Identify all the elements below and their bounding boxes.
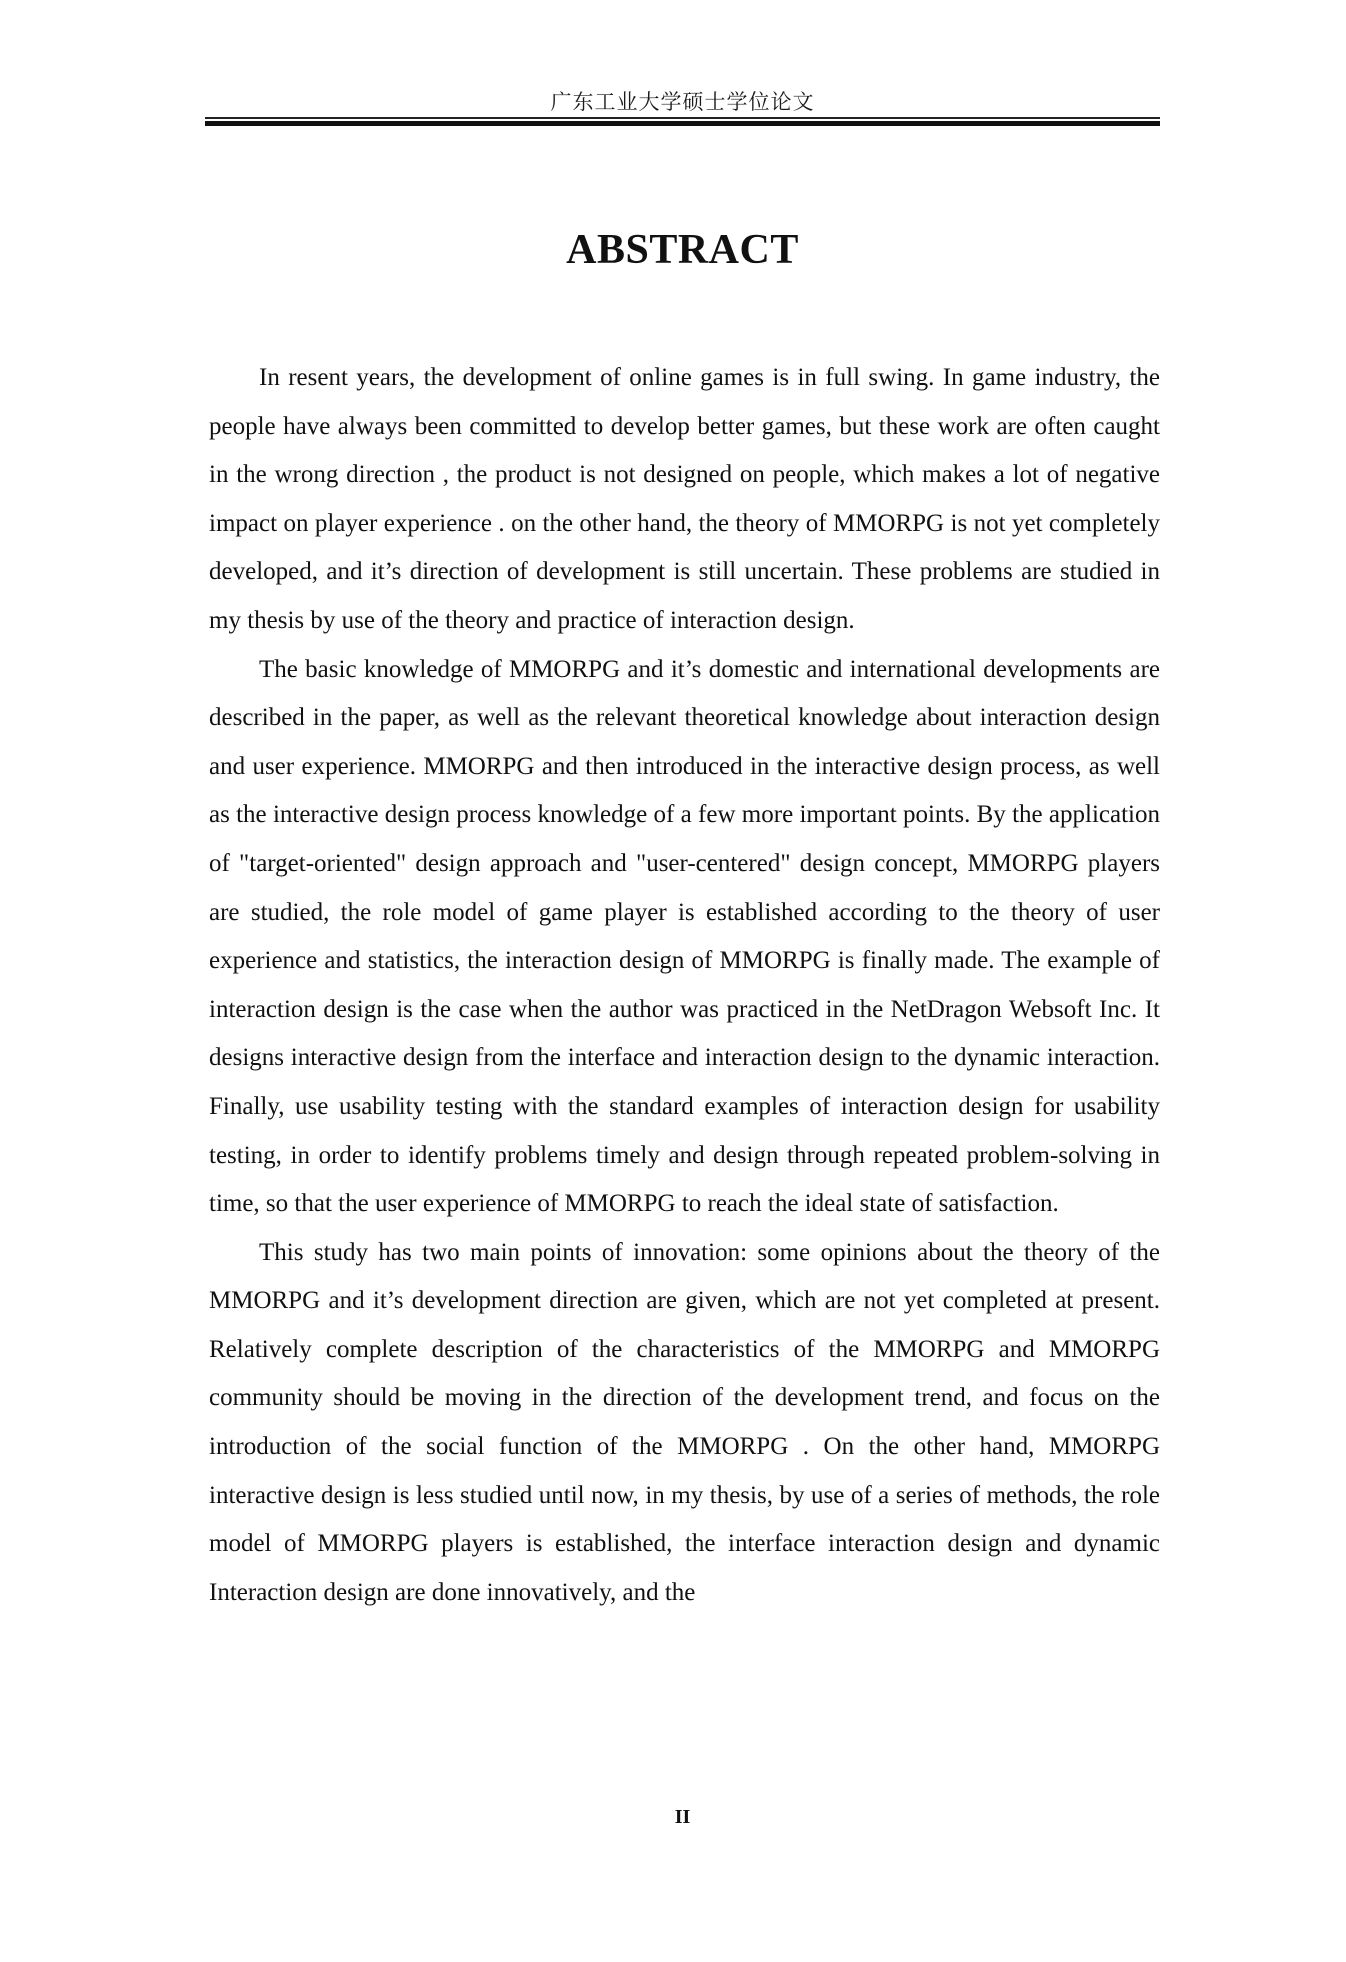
- page-number: II: [674, 1806, 691, 1828]
- abstract-title: ABSTRACT: [566, 227, 799, 273]
- abstract-paragraph-2: The basic knowledge of MMORPG and it’s domestic and international developments are described in the paper, as well as the relevant theoretical knowledge about interaction design and user experience. MMORPG and then introduced in the interactive design process, as well as the interactive design process knowledge of a few more important points. By the application of "target-oriented" design approach and "user-centered" design concept, MMORPG players are studied, the role model of game player is established according to the theory of user experience and statistics, the interaction design of MMORPG is finally made. The example of interaction design is the case when the author was practiced in the NetDragon Websoft Inc. It designs interactive design from the interface and interaction design to the dynamic interaction. Finally, use usability testing with the standard examples of interaction design for usability testing, in order to identify problems timely and design through repeated problem-solving in time, so that the user experience of MMORPG to reach the ideal state of satisfaction.: [209, 655, 1160, 1218]
- running-header: 广东工业大学硕士学位论文: [550, 90, 815, 114]
- abstract-paragraph-1: In resent years, the development of online games is in full swing. In game industry, the people have always been committed to develop better games, but these work are often caught in the wrong direction , the product is not designed on people, which makes a lot of negative impact on player experience . on the other hand, the theory of MMORPG is not yet completely developed, and it’s direction of development is still uncertain. These problems are studied in my thesis by use of the theory and practice of interaction design.: [209, 364, 1160, 634]
- header-rule-thin: [205, 117, 1160, 119]
- header-rule-thick: [205, 121, 1160, 126]
- abstract-body: [209, 354, 1160, 1617]
- abstract-paragraph-3: This study has two main points of innovation: some opinions about the theory of the MMORPG and it’s development direction are given, which are not yet completed at present. Relatively complete description of the characteristics of the MMORPG and MMORPG community should be moving in the direction of the development trend, and focus on the introduction of the social function of the MMORPG . On the other hand, MMORPG interactive design is less studied until now, in my thesis, by use of a series of methods, the role model of MMORPG players is established, the interface interaction design and dynamic Interaction design are done innovatively, and the: [209, 1238, 1160, 1606]
